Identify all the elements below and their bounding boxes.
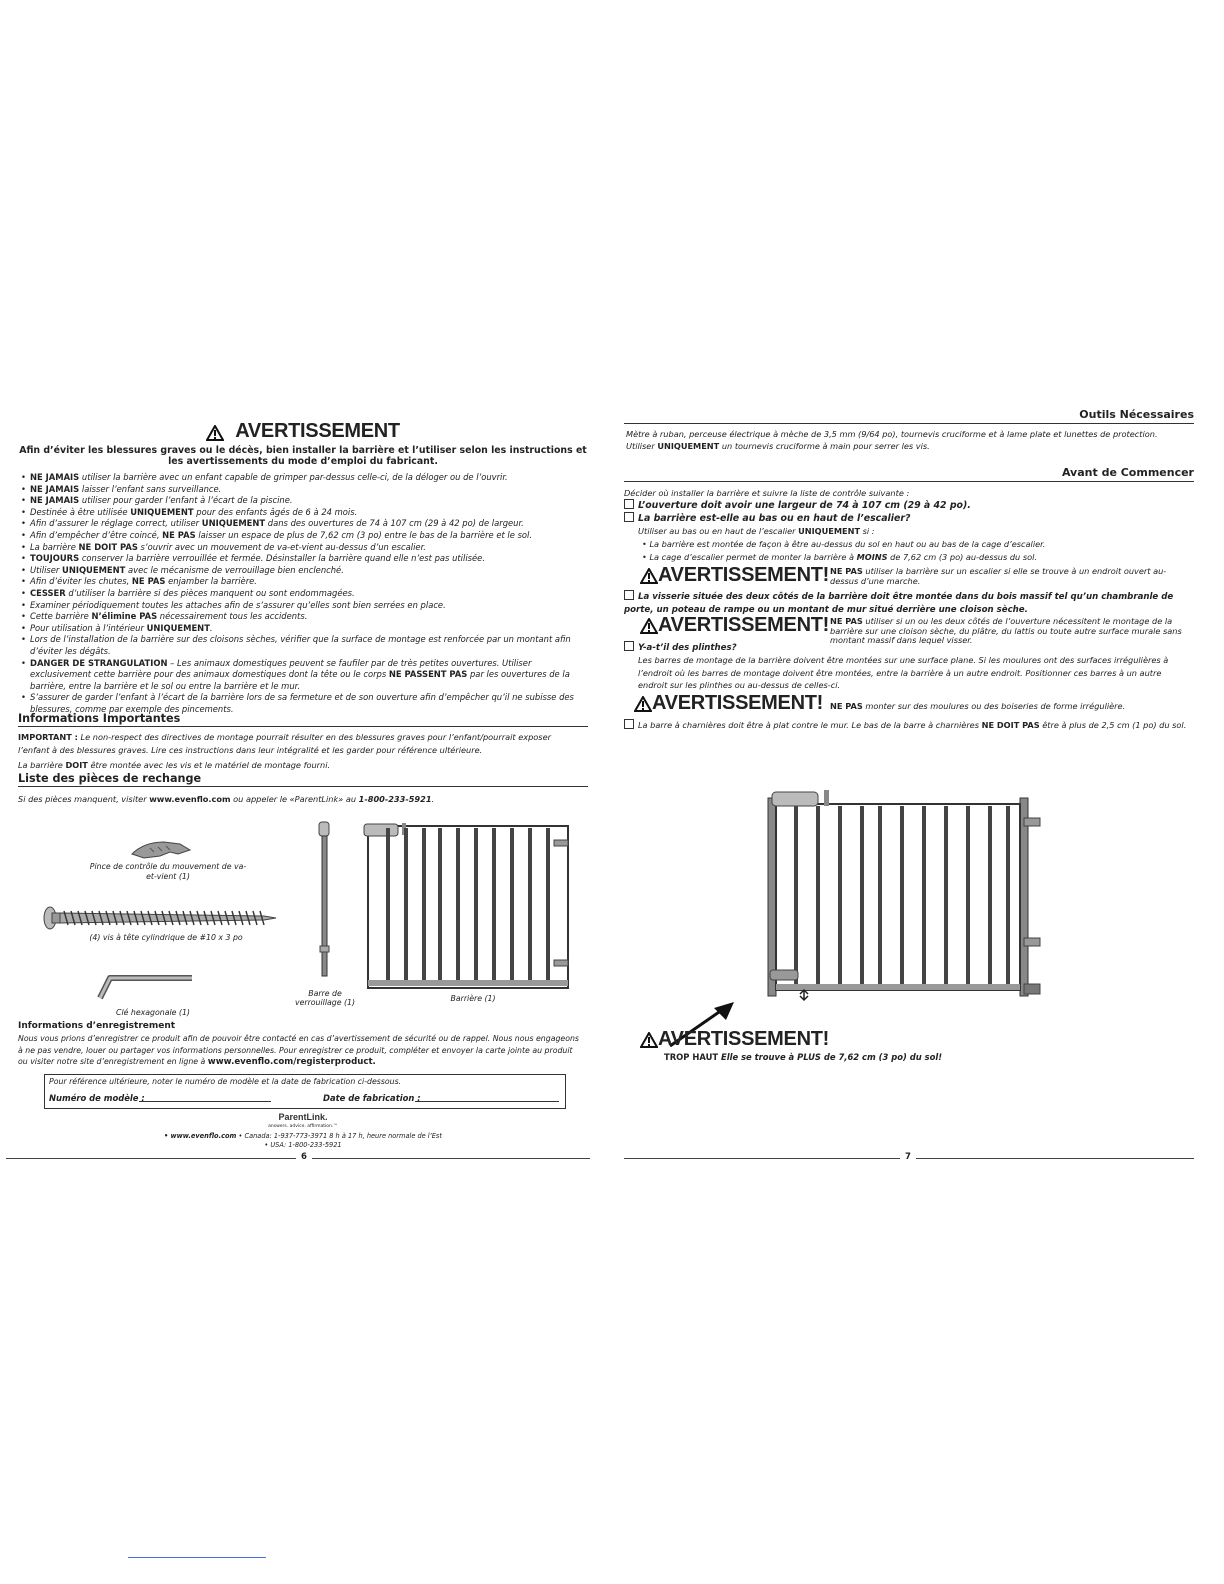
stairs-sub1	[642, 539, 1045, 549]
stairs-use-bold: UNIQUEMENT	[798, 526, 861, 536]
warning-bullet-text: La barrière	[30, 541, 79, 552]
warning-bullet-text: – Les animaux domestiques peuvent se faufiler par de très petites ouvertures. Utiliser exclusivement cette barrière pour des animaux domestiques dont la tête ou le corps	[30, 657, 532, 680]
warning-molding-text	[830, 701, 1190, 711]
warning-bullet-text: utiliser la barrière avec un enfant capable de grimper par-dessus celle-ci, de la déloger ou de l’ouvrir.	[79, 472, 508, 482]
check-width-text: L’ouverture doit avoir une largeur de 74 à 107 cm (29 à 42 po).	[638, 500, 971, 511]
figure-warning-bold: TROP HAUT	[664, 1052, 719, 1062]
warning-bullet-text: conserver la barrière verrouillée et fermée. Désinstaller la barrière quand elle n’est pas utilisée.	[79, 553, 485, 564]
check-baseboard-text: Y-a-t’il des plinthes?	[638, 643, 737, 653]
figure-warning-title: AVERTISSEMENT!	[658, 1028, 829, 1050]
parts-intro-url[interactable]: www.evenflo.com	[149, 794, 231, 804]
tools-text: Mètre à ruban, perceuse électrique à mèche de 3,5 mm (9/64 po), tournevis cruciforme et à lame plate et lunettes de protection.	[626, 429, 1158, 439]
model-label: Numéro de modèle :	[49, 1093, 145, 1103]
warning-drywall-text	[830, 617, 1194, 646]
warning-bullet	[18, 495, 586, 507]
check-width	[624, 499, 971, 511]
parts-intro	[18, 793, 583, 805]
warning-bullet-bold: UNIQUEMENT	[130, 506, 194, 517]
warning-bullet	[18, 611, 586, 623]
warning-bullet-bold: CESSER	[30, 587, 66, 598]
warning-molding-body: monter sur des moulures ou des boiseries de forme irrégulière.	[862, 701, 1126, 711]
checkbox-hardware[interactable]	[624, 590, 634, 600]
parentlink-tagline: answers. advice. affirmation.™	[268, 1124, 338, 1129]
pince-label: Pince de contrôle du mouvement de va-et-vient (1)	[89, 862, 247, 881]
warning-bullet-text: Examiner périodiquement toutes les attaches afin de s’assurer qu’elles sont bien serrées en place.	[30, 599, 446, 610]
mounted-gate-figure	[758, 788, 1058, 1028]
footer-url[interactable]: • www.evenflo.com	[164, 1132, 237, 1140]
check-stairs	[624, 512, 910, 524]
warning-bullet	[18, 634, 586, 657]
warning-bullet-text: avec le mécanisme de verrouillage bien enclenché.	[125, 564, 344, 575]
date-label: Date de fabrication :	[323, 1093, 421, 1103]
warning-triangle-icon	[640, 1032, 658, 1048]
warning-bullet	[18, 658, 586, 693]
warning-molding-title: AVERTISSEMENT!	[652, 692, 823, 714]
warning-bullet-bold: TOUJOURS	[30, 553, 80, 564]
registration-heading: Informations d’enregistrement	[18, 1021, 176, 1031]
warning-stairs-text	[830, 567, 1190, 586]
warning-bullet-text: Destinée à être utilisée	[30, 506, 131, 517]
right-page	[624, 408, 1196, 1148]
warning-bullet	[18, 484, 586, 496]
registration-url[interactable]: www.evenflo.com/registerproduct.	[207, 1057, 376, 1067]
warning-bullet	[18, 576, 586, 588]
warning-bullet-text: pour des enfants âgés de 6 à 24 mois.	[193, 506, 358, 517]
warning-bullet-text: par les ouvertures de la barrière, entre la barrière et le sol ou entre la barrière et le mur.	[30, 669, 570, 691]
stairs-sub2-post: de 7,62 cm (3 po) au-dessus du sol.	[887, 552, 1038, 562]
warning-triangle-icon	[640, 618, 658, 634]
warning-triangle-icon	[206, 425, 224, 441]
warning-bullet-text: S’assurer de garder l’enfant à l’écart de la barrière lors de sa fermeture et de son ouverture afin d’empêcher qu’il ne subisse des blessures, comme par exemple des pincements.	[30, 692, 574, 714]
right-page-footer-rule-left	[624, 1158, 900, 1159]
warning-bullet-text: Cette barrière	[30, 611, 92, 622]
warning-bullet	[18, 588, 586, 600]
locking-bar-label: Barre de verrouillage (1)	[294, 989, 356, 1007]
warning-bullet-list	[18, 472, 586, 715]
left-page-footer-rule-left	[6, 1158, 296, 1159]
warning-bullet-bold: UNIQUEMENT	[62, 564, 126, 575]
tools-use-pre: Utiliser	[626, 441, 658, 451]
check-hinge-bold: NE DOIT PAS	[981, 720, 1040, 730]
info-important-text: Le non-respect des directives de montage pourrait résulter en des blessures graves pour l’enfant/pourrait exposer l’enfant à des blessures graves. Lire ces instructions dans leur intégralité et les garder pour référence ultérieure.	[18, 732, 551, 755]
warning-bullet	[18, 507, 586, 519]
parts-intro-pre: Si des pièces manquent, visiter	[18, 794, 150, 804]
warning-bullet-text: d’utiliser la barrière si des pièces manquent ou sont endommagées.	[65, 587, 355, 598]
model-field[interactable]	[139, 1101, 271, 1102]
hex-key-illustration	[96, 972, 196, 1002]
check-hinge-post: être à plus de 2,5 cm (1 po) du sol.	[1039, 720, 1187, 730]
warning-stairs-body: utiliser la barrière sur un escalier si elle se trouve à un endroit ouvert au-dessus d’une marche.	[830, 566, 1167, 586]
check-hardware	[624, 590, 1184, 617]
warning-bullet-bold: UNIQUEMENT	[146, 622, 210, 633]
locking-bar-illustration	[316, 820, 336, 980]
warning-bullet-text: nécessairement tous les accidents.	[157, 611, 308, 622]
warning-triangle-icon	[634, 696, 652, 712]
stairs-sub2-bold: MOINS	[856, 552, 888, 562]
parts-intro-phone: 1-800-233-5921	[358, 794, 432, 804]
check-hinge	[624, 719, 1194, 730]
warning-drywall-bold: NE PAS	[830, 616, 863, 626]
info-heading: Informations Importantes	[18, 712, 588, 727]
left-page-number: 6	[301, 1152, 307, 1162]
pince-illustration	[130, 838, 192, 860]
warning-bullet-bold: NE JAMAIS	[30, 483, 80, 494]
warning-bullet-text: Afin d’éviter les chutes,	[30, 576, 132, 587]
stairs-sub1-text: La barrière est montée de façon à être au-dessus du sol en haut ou au bas de la cage d’escalier.	[649, 539, 1046, 549]
warning-stairs	[640, 564, 1196, 590]
stairs-sub2	[642, 552, 1037, 562]
figure-warning-body: Elle se trouve à PLUS de 7,62 cm (3 po) du sol!	[718, 1052, 943, 1062]
parts-intro-end: .	[431, 794, 435, 804]
info-important	[18, 731, 583, 756]
warning-bullet-bold: NE JAMAIS	[30, 472, 80, 482]
parts-heading: Liste des pièces de rechange	[18, 772, 588, 787]
check-hardware-text: La visserie située des deux côtés de la barrière doit être montée dans du bois massif tel qu’un chambranle de porte, un poteau de rampe ou un montant de mur situé derrière une cloison sèche.	[624, 592, 1174, 615]
stairs-sub2-bullet: •	[642, 552, 647, 562]
left-page	[18, 420, 588, 1160]
registration-text	[18, 1033, 583, 1069]
warning-triangle-icon	[640, 568, 658, 584]
warning-bullet-bold: NE PAS	[162, 529, 196, 540]
warning-bullet-text: Utiliser	[30, 564, 63, 575]
bottom-link-underline	[128, 1557, 266, 1558]
info-doit	[18, 759, 583, 771]
warning-bullet-text: utiliser pour garder l’enfant à l’écart de la piscine.	[79, 495, 293, 506]
warning-bullet-text: s’ouvrir avec un mouvement de va-et-vient au-dessus d’un escalier.	[137, 541, 426, 552]
info-doit-bold: DOIT	[65, 760, 88, 770]
warning-bullet-bold: NE DOIT PAS	[78, 541, 138, 552]
warning-bullet	[18, 530, 586, 542]
checkbox-baseboard[interactable]	[624, 641, 634, 651]
parentlink-logo: ParentLink.	[278, 1112, 328, 1122]
checkbox-stairs[interactable]	[624, 512, 634, 522]
stairs-sub2-pre: La cage d’escalier permet de monter la barrière à	[649, 552, 857, 562]
figure-warning	[640, 1028, 1040, 1068]
stairs-use	[638, 526, 875, 536]
info-doit-pre: La barrière	[18, 760, 66, 770]
warning-bullet-text: Afin d’assurer le réglage correct, utiliser	[30, 518, 202, 529]
hex-key-label: Clé hexagonale (1)	[116, 1008, 190, 1017]
checkbox-width[interactable]	[624, 499, 634, 509]
screw-illustration	[42, 904, 278, 932]
figure-warning-text	[664, 1052, 942, 1062]
warning-bullet-text: .	[209, 622, 213, 633]
warning-bullet-text: Lors de l’installation de la barrière sur des cloisons sèches, vérifier que la surface de montage est renforcée par un montant afin d’éviter les dégâts.	[30, 634, 571, 656]
gate-label: Barrière (1)	[450, 994, 496, 1003]
warning-header	[18, 420, 588, 443]
warning-bullet-text: Afin d’empêcher d’être coincé,	[30, 529, 163, 540]
warning-bullet	[18, 518, 586, 530]
warning-drywall	[640, 614, 1196, 644]
before-intro: Décider où installer la barrière et suivre la liste de contrôle suivante :	[624, 488, 910, 498]
stairs-use-pre: Utiliser au bas ou en haut de l’escalier	[638, 526, 799, 536]
warning-bullet	[18, 623, 586, 635]
check-stairs-text: La barrière est-elle au bas ou en haut de l’escalier?	[638, 513, 911, 524]
stairs-use-post: si :	[860, 526, 875, 536]
info-important-label: IMPORTANT :	[18, 732, 78, 742]
warning-molding	[634, 692, 1190, 716]
footer-canada: • Canada: 1-937-773-3971 8 h à 17 h, heure normale de l’Est	[236, 1132, 442, 1140]
date-field[interactable]	[415, 1101, 559, 1102]
warning-drywall-body: utiliser si un ou les deux côtés de l’ouverture nécessitent le montage de la barrière sur une cloison sèche, du plâtre, du lattis ou toute autre surface murale sans montant massif dans lequel visser.	[830, 616, 1182, 645]
before-heading: Avant de Commencer	[624, 466, 1194, 482]
warning-subtitle: Afin d’éviter les blessures graves ou le décès, bien installer la barrière et l’utiliser selon les instructions et les avertissements du mode d’emploi du fabricant.	[19, 445, 587, 467]
warning-bullet-bold: N’élimine PAS	[91, 611, 158, 622]
warning-drywall-title: AVERTISSEMENT!	[658, 614, 829, 636]
warning-bullet	[18, 542, 586, 554]
warning-bullet-bold: NE JAMAIS	[30, 495, 80, 506]
warning-bullet-bold: NE PAS	[131, 576, 166, 587]
check-baseboard	[624, 641, 737, 653]
warning-bullet	[18, 600, 586, 612]
registration-text-body: Nous vous prions d’enregistrer ce produit afin de pouvoir être contacté en cas d’avertissement de sécurité ou de rappel. Nous nous engageons à ne pas vendre, louer ou partager vos informations personnelles. Pour enregistrer ce produit, compléter et envoyer la carte jointe au produit ou visiter notre site d’enregistrement en ligne à	[18, 1034, 579, 1066]
warning-bullet-bold: DANGER DE STRANGULATION	[30, 657, 168, 668]
warning-bullet-text: dans des ouvertures de 74 à 107 cm (29 à 42 po) de largeur.	[265, 518, 524, 529]
info-doit-post: être montée avec les vis et le matériel de montage fourni.	[87, 760, 331, 770]
warning-bullet-text: enjamber la barrière.	[165, 576, 257, 587]
warning-stairs-bold: NE PAS	[830, 566, 863, 576]
right-page-footer-rule-right	[916, 1158, 1194, 1159]
tools-use-bold: UNIQUEMENT	[657, 441, 720, 451]
check-hinge-pre: La barre à charnières doit être à plat contre le mur. Le bas de la barre à charnières	[638, 720, 982, 730]
warning-bullet	[18, 472, 586, 484]
warning-bullet-text: laisser l’enfant sans surveillance.	[79, 483, 222, 494]
warning-bullet-bold: NE PASSENT PAS	[388, 669, 468, 680]
warning-bullet	[18, 553, 586, 565]
tools-use	[626, 441, 1194, 451]
stairs-sub1-bullet: •	[642, 539, 647, 549]
warning-title: AVERTISSEMENT	[235, 420, 400, 442]
parts-intro-mid: ou appeler le «ParentLink» au	[230, 794, 359, 804]
reference-intro: Pour référence ultérieure, noter le numéro de modèle et la date de fabrication ci-dessous.	[49, 1077, 402, 1086]
footer-usa: • USA: 1-800-233-5921	[264, 1141, 342, 1149]
reference-box	[44, 1074, 566, 1109]
footer-contact	[18, 1132, 588, 1140]
warning-bullet	[18, 565, 586, 577]
warning-molding-bold: NE PAS	[830, 701, 863, 711]
warning-bullet-text: Pour utilisation à l’intérieur	[30, 622, 147, 633]
baseboard-text: Les barres de montage de la barrière doivent être montées sur une surface plane. Si les moulures ont des surfaces irrégulières à l’endroit où les barres de montage doivent être montées, entre la barrière à un autre endroit. Positionner ces barres à un autre endroit sur les plinthes ou au-dessus de celles-ci.	[638, 655, 1169, 690]
tools-use-post: un tournevis cruciforme à main pour serrer les vis.	[719, 441, 930, 451]
gate-illustration	[358, 820, 578, 995]
right-page-number: 7	[905, 1152, 911, 1162]
tools-heading: Outils Nécessaires	[624, 408, 1194, 424]
left-page-footer-rule-right	[312, 1158, 590, 1159]
warning-stairs-title: AVERTISSEMENT!	[658, 564, 829, 586]
checkbox-hinge[interactable]	[624, 719, 634, 729]
screw-label: (4) vis à tête cylindrique de #10 x 3 po	[89, 933, 243, 942]
warning-bullet-text: laisser un espace de plus de 7,62 cm (3 po) entre le bas de la barrière et le sol.	[195, 529, 533, 540]
warning-bullet-bold: UNIQUEMENT	[201, 518, 266, 529]
